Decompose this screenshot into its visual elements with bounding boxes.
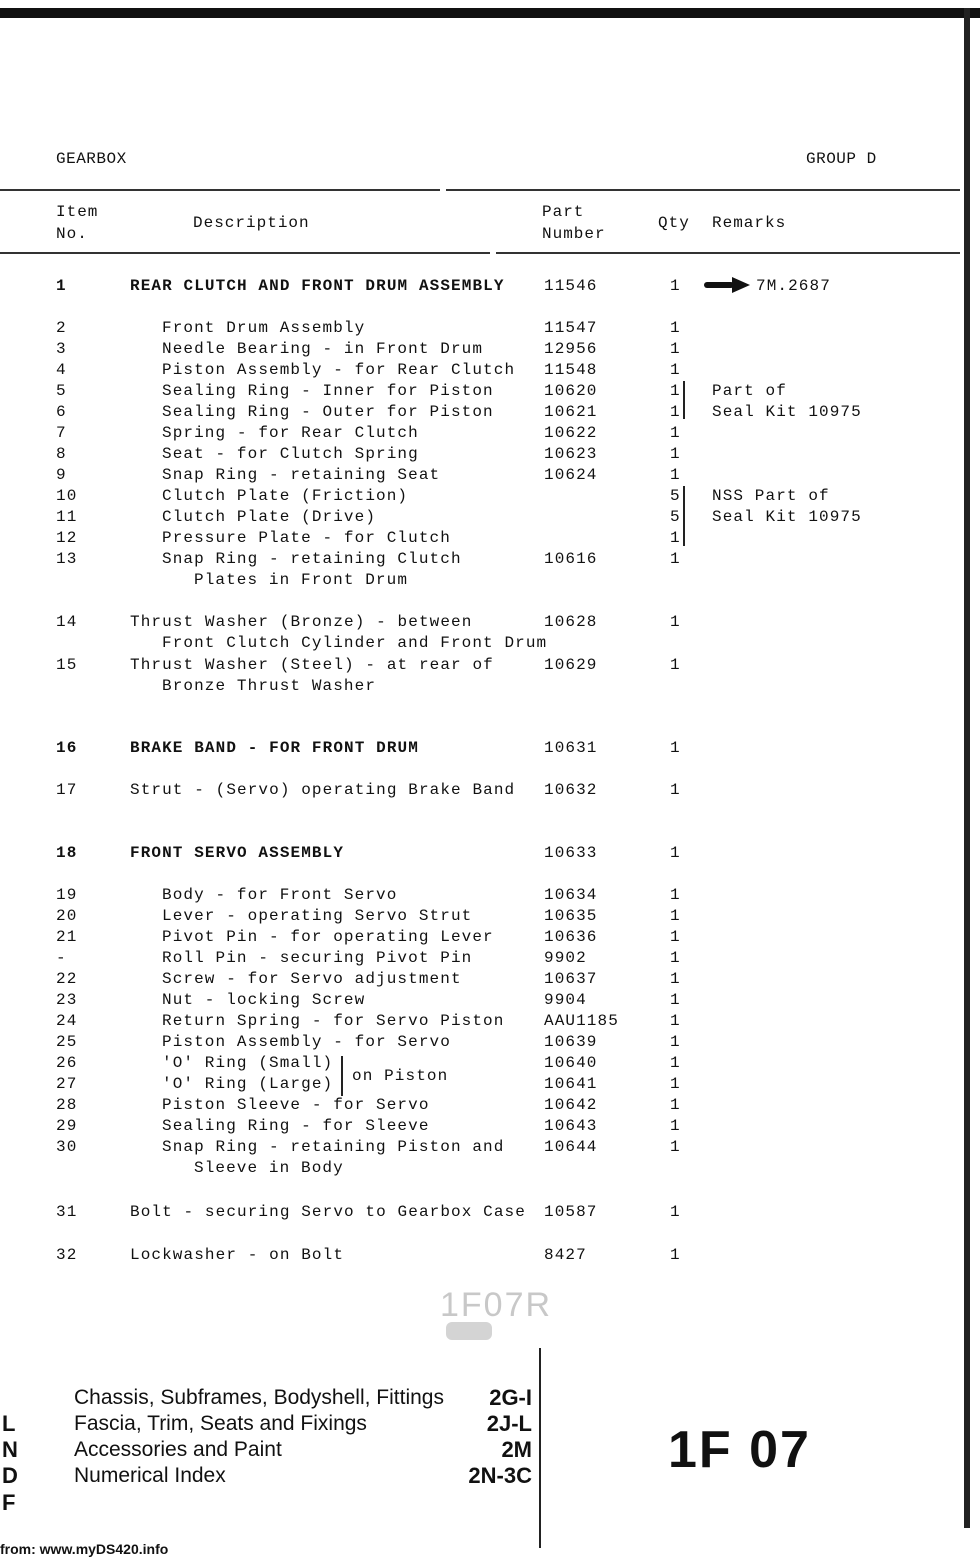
part-number: 10643: [544, 1117, 598, 1135]
part-number: 10629: [544, 656, 598, 674]
index-code: 2N-3C: [468, 1463, 532, 1488]
part-description: Snap Ring - retaining Piston and: [162, 1138, 505, 1156]
quantity: 1: [670, 970, 681, 988]
col-description: Description: [193, 214, 310, 232]
part-number: 10621: [544, 403, 598, 421]
part-description: Lockwasher - on Bolt: [130, 1246, 345, 1264]
quantity: 1: [670, 550, 681, 568]
remark: Part of: [712, 382, 787, 400]
part-description-cont: Front Clutch Cylinder and Front Drum: [162, 634, 548, 652]
part-number: 11547: [544, 319, 598, 337]
quantity: 1: [670, 1012, 681, 1030]
part-number: 10632: [544, 781, 598, 799]
part-number: 10642: [544, 1096, 598, 1114]
part-number: 10633: [544, 844, 598, 862]
quantity: 1: [670, 928, 681, 946]
part-description: Roll Pin - securing Pivot Pin: [162, 949, 473, 967]
item-number: 23: [56, 991, 78, 1009]
part-number: 10620: [544, 382, 598, 400]
remark: NSS Part of: [712, 487, 830, 505]
part-description-cont: Bronze Thrust Washer: [162, 677, 377, 695]
column-rule-left: [0, 252, 490, 254]
quantity: 1: [670, 656, 681, 674]
part-description: Snap Ring - retaining Clutch: [162, 550, 462, 568]
col-part-line2: Number: [542, 225, 606, 243]
header-rule-left: [0, 189, 440, 191]
header-rule-right: [446, 189, 960, 191]
part-description: Pivot Pin - for operating Lever: [162, 928, 494, 946]
part-description: FRONT SERVO ASSEMBLY: [130, 844, 345, 862]
index-label: Chassis, Subframes, Bodyshell, Fittings: [74, 1386, 444, 1409]
arrow-right-icon: [704, 277, 750, 293]
col-remarks: Remarks: [712, 214, 787, 232]
part-description: BRAKE BAND - FOR FRONT DRUM: [130, 739, 419, 757]
col-item: [56, 201, 98, 245]
part-number: AAU1185: [544, 1012, 619, 1030]
part-description: Sealing Ring - for Sleeve: [162, 1117, 430, 1135]
source-footer: from: www.myDS420.info: [0, 1541, 169, 1557]
part-number: 10587: [544, 1203, 598, 1221]
item-number: 25: [56, 1033, 78, 1051]
item-number: 22: [56, 970, 78, 988]
part-description: Needle Bearing - in Front Drum: [162, 340, 484, 358]
part-description: Front Drum Assembly: [162, 319, 366, 337]
item-number: 21: [56, 928, 78, 946]
quantity: 1: [670, 382, 681, 400]
part-description: 'O' Ring (Large): [162, 1075, 334, 1093]
quantity: 1: [670, 886, 681, 904]
quantity: 1: [670, 361, 681, 379]
part-description: Piston Assembly - for Servo: [162, 1033, 451, 1051]
quantity: 1: [670, 739, 681, 757]
index-code: 2M: [501, 1437, 532, 1462]
quantity: 1: [670, 949, 681, 967]
col-item-line1: Item: [56, 203, 99, 221]
part-number: 10635: [544, 907, 598, 925]
part-number: 10631: [544, 739, 598, 757]
col-item-line2: No.: [56, 225, 88, 243]
item-number: 12: [56, 529, 78, 547]
part-description: Body - for Front Servo: [162, 886, 398, 904]
part-description: Piston Assembly - for Rear Clutch: [162, 361, 516, 379]
quantity: 1: [670, 781, 681, 799]
part-description: 'O' Ring (Small): [162, 1054, 334, 1072]
part-number: 10616: [544, 550, 598, 568]
edge-letter: D: [2, 1463, 18, 1488]
part-number: 10628: [544, 613, 598, 631]
edge-letter: F: [2, 1490, 16, 1515]
item-number: 31: [56, 1203, 78, 1221]
column-rule-right: [496, 252, 960, 254]
part-description: Thrust Washer (Bronze) - between: [130, 613, 473, 631]
part-description: Sealing Ring - Outer for Piston: [162, 403, 494, 421]
section-title: GEARBOX: [56, 150, 127, 168]
part-description: Thrust Washer (Steel) - at rear of: [130, 656, 494, 674]
quantity: 1: [670, 1075, 681, 1093]
part-number: 11546: [544, 277, 598, 295]
quantity: 1: [670, 1033, 681, 1051]
quantity: 1: [670, 1054, 681, 1072]
part-number: 8427: [544, 1246, 587, 1264]
quantity: 5: [670, 508, 681, 526]
part-number: 10637: [544, 970, 598, 988]
part-description-cont: Plates in Front Drum: [194, 571, 409, 589]
quantity: 1: [670, 466, 681, 484]
quantity: 1: [670, 1246, 681, 1264]
item-number: 11: [56, 508, 78, 526]
top-border: [0, 8, 980, 18]
part-description: Pressure Plate - for Clutch: [162, 529, 451, 547]
part-description: Lever - operating Servo Strut: [162, 907, 473, 925]
group-label: GROUP D: [806, 150, 877, 168]
part-number: 9904: [544, 991, 587, 1009]
item-number: 3: [56, 340, 67, 358]
col-qty: Qty: [658, 214, 690, 232]
item-number: 30: [56, 1138, 78, 1156]
quantity: 1: [670, 403, 681, 421]
item-number: 1: [56, 277, 67, 295]
item-number: 28: [56, 1096, 78, 1114]
remark: Seal Kit 10975: [712, 403, 862, 421]
page-number: 1F 07: [668, 1421, 811, 1479]
item-number: -: [56, 949, 67, 967]
part-description: Snap Ring - retaining Seat: [162, 466, 441, 484]
part-number: 10634: [544, 886, 598, 904]
quantity: 1: [670, 424, 681, 442]
part-description: Screw - for Servo adjustment: [162, 970, 462, 988]
part-number: 10622: [544, 424, 598, 442]
item-number: 5: [56, 382, 67, 400]
part-description: Clutch Plate (Drive): [162, 508, 377, 526]
quantity: 1: [670, 1138, 681, 1156]
col-part: [542, 201, 606, 245]
remark: Seal Kit 10975: [712, 508, 862, 526]
col-part-line1: Part: [542, 203, 585, 221]
item-number: 18: [56, 844, 78, 862]
page-stamp: 1F07R: [440, 1286, 553, 1324]
quantity: 1: [670, 277, 681, 295]
part-number: 12956: [544, 340, 598, 358]
item-number: 27: [56, 1075, 78, 1093]
part-description: Spring - for Rear Clutch: [162, 424, 419, 442]
part-description: Strut - (Servo) operating Brake Band: [130, 781, 516, 799]
part-description: REAR CLUTCH AND FRONT DRUM ASSEMBLY: [130, 277, 505, 295]
item-number: 8: [56, 445, 67, 463]
quantity: 1: [670, 319, 681, 337]
item-number: 20: [56, 907, 78, 925]
seal-kit-bracket: [683, 381, 685, 419]
edge-letter: N: [2, 1437, 18, 1462]
part-number: 10623: [544, 445, 598, 463]
part-number: 10639: [544, 1033, 598, 1051]
quantity: 1: [670, 991, 681, 1009]
index-label: Fascia, Trim, Seats and Fixings: [74, 1412, 367, 1435]
index-code: 2G-I: [489, 1385, 532, 1410]
part-description: Sealing Ring - Inner for Piston: [162, 382, 494, 400]
part-description: Seat - for Clutch Spring: [162, 445, 419, 463]
item-number: 14: [56, 613, 78, 631]
quantity: 1: [670, 529, 681, 547]
part-number: 10644: [544, 1138, 598, 1156]
quantity: 1: [670, 907, 681, 925]
item-number: 26: [56, 1054, 78, 1072]
index-label: Accessories and Paint: [74, 1438, 282, 1461]
part-number: 10624: [544, 466, 598, 484]
item-number: 7: [56, 424, 67, 442]
oring-bracket: [341, 1056, 343, 1096]
item-number: 2: [56, 319, 67, 337]
item-number: 24: [56, 1012, 78, 1030]
quantity: 1: [670, 844, 681, 862]
index-divider: [539, 1348, 541, 1548]
part-number: 9902: [544, 949, 587, 967]
index-label: Numerical Index: [74, 1464, 226, 1487]
part-number: 11548: [544, 361, 598, 379]
item-number: 19: [56, 886, 78, 904]
item-number: 17: [56, 781, 78, 799]
part-description: Clutch Plate (Friction): [162, 487, 409, 505]
quantity: 1: [670, 1203, 681, 1221]
quantity: 5: [670, 487, 681, 505]
item-number: 32: [56, 1246, 78, 1264]
part-description: Return Spring - for Servo Piston: [162, 1012, 505, 1030]
oring-note: on Piston: [352, 1067, 449, 1085]
nss-bracket: [683, 486, 685, 546]
part-number: 10636: [544, 928, 598, 946]
edge-letter: L: [2, 1411, 16, 1436]
item-number: 16: [56, 739, 78, 757]
index-code: 2J-L: [486, 1411, 532, 1436]
part-number: 10641: [544, 1075, 598, 1093]
item-number: 9: [56, 466, 67, 484]
part-number: 10640: [544, 1054, 598, 1072]
part-description: Nut - locking Screw: [162, 991, 366, 1009]
quantity: 1: [670, 1096, 681, 1114]
quantity: 1: [670, 340, 681, 358]
part-description: Bolt - securing Servo to Gearbox Case: [130, 1203, 526, 1221]
quantity: 1: [670, 445, 681, 463]
item-number: 4: [56, 361, 67, 379]
item-number: 13: [56, 550, 78, 568]
right-border: [964, 8, 970, 1528]
quantity: 1: [670, 1117, 681, 1135]
quantity: 1: [670, 613, 681, 631]
item-number: 6: [56, 403, 67, 421]
remark: 7M.2687: [756, 277, 831, 295]
part-description-cont: Sleeve in Body: [194, 1159, 344, 1177]
part-description: Piston Sleeve - for Servo: [162, 1096, 430, 1114]
item-number: 10: [56, 487, 78, 505]
item-number: 15: [56, 656, 78, 674]
item-number: 29: [56, 1117, 78, 1135]
